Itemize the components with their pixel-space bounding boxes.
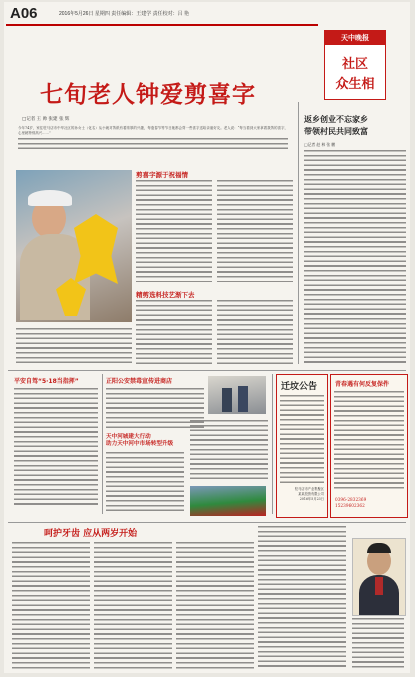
portrait-hair	[367, 543, 391, 553]
lead-subhead-2: 精剪选料技艺渐下去	[136, 291, 195, 299]
bottom-col-a	[12, 542, 90, 670]
event-photo	[190, 486, 266, 516]
contact-phone: 0396-2832369	[335, 497, 367, 502]
bottom-col-d	[258, 526, 346, 670]
column-divider	[102, 374, 103, 514]
section-stamp	[324, 30, 386, 100]
right-title-1: 返乡创业不忘家乡	[304, 115, 368, 124]
column-divider	[298, 102, 299, 364]
section-divider	[8, 370, 406, 371]
article-body	[190, 420, 268, 482]
page-meta: 2016年5月26日 星期四 责任编辑：王建学 责任校对：吕 艳	[59, 11, 190, 17]
bottom-col-b	[94, 542, 172, 670]
right-col-body	[304, 150, 406, 364]
stamp-line2: 众生相	[335, 77, 375, 92]
column-divider	[272, 374, 273, 514]
contact-phone: 15239602362	[335, 503, 365, 508]
lead-col-d	[217, 300, 293, 364]
ad-body	[334, 391, 404, 491]
article-photo	[208, 376, 266, 414]
right-title-2: 带领村民共同致富	[304, 127, 368, 136]
notice-box	[276, 374, 328, 518]
paper-cut-icon	[74, 214, 118, 284]
notice-title: 迁坟公告	[281, 382, 318, 392]
lead-col-e	[16, 328, 132, 364]
lead-byline: □记者 王 帅 张建 张 辉	[22, 117, 70, 122]
bottom-col-c	[176, 542, 254, 670]
newspaper-page	[4, 2, 410, 673]
notice-signature: 驻马店市产业集聚区 某某投资有限公司 2016年5月23日	[294, 487, 324, 502]
ad-box	[330, 374, 408, 518]
article-body	[14, 388, 98, 506]
lead-photo	[16, 170, 132, 322]
stamp-top: 天中晚报	[325, 31, 385, 45]
portrait-photo	[352, 538, 406, 616]
article-title: 平安自驾“5·18当指挥”	[14, 378, 79, 385]
lead-col-c	[136, 300, 212, 364]
lead-col-b	[217, 180, 293, 282]
article-body	[106, 452, 184, 512]
lead-intro: 今年74岁，家住驻马店市中华社区的孙女士（化名）从小就对剪纸有着浓厚的兴趣，每逢春节等节日她都会剪一些喜字送给亲朋好友。老人说：“每当看到大家拿着我剪的喜字，心里就特别高兴……”	[18, 126, 288, 136]
stamp-line1: 社区	[341, 57, 368, 72]
lead-intro-lines	[18, 138, 288, 152]
header-rule	[6, 24, 318, 26]
photo-hat	[28, 190, 72, 206]
section-divider	[8, 522, 406, 523]
lead-subhead-1: 剪喜字源于祝福情	[136, 171, 188, 179]
ad-title: 青春遇有何反复保件	[335, 381, 390, 388]
lead-title: 七旬老人钟爱剪喜字	[40, 82, 256, 108]
bottom-title: 呵护牙齿 应从两岁开始	[44, 529, 138, 539]
notice-body	[280, 395, 324, 483]
photo-figure	[238, 386, 248, 412]
article-title: 正阳公安禁毒宣传进商店	[106, 378, 173, 385]
article-title: 天中河城建大行动 助力天中河中市场转型升级	[106, 434, 174, 447]
lead-col-a	[136, 180, 212, 282]
portrait-tie	[375, 577, 383, 595]
portrait-caption	[352, 618, 404, 670]
page-number: A06	[10, 5, 38, 22]
photo-figure	[222, 388, 232, 412]
right-byline: □记者 赵 林 张 鹏	[304, 142, 336, 147]
